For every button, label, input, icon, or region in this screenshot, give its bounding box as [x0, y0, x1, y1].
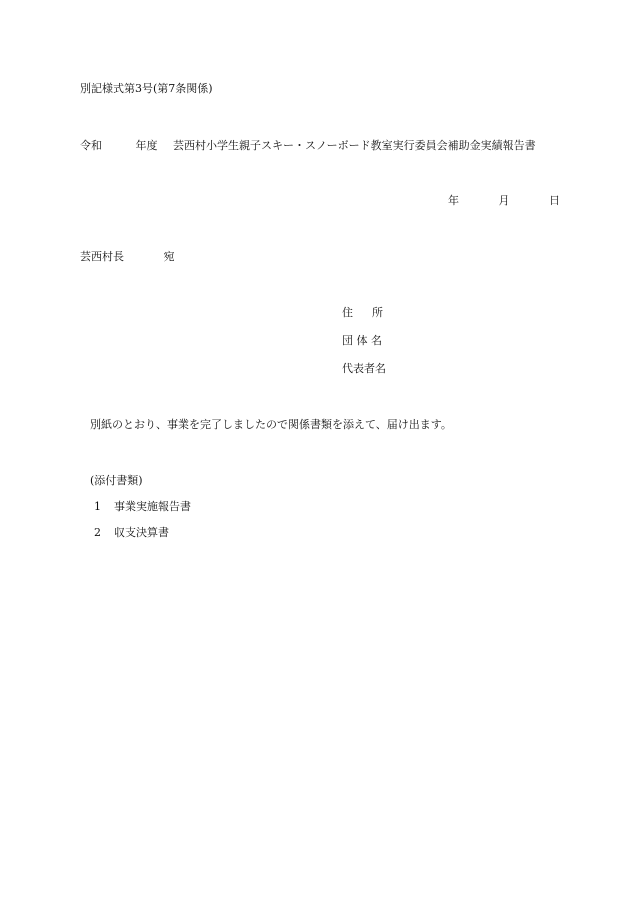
document-title-row [80, 139, 536, 152]
date-month-label: 月 [498, 194, 510, 207]
attachment-number: 2 [94, 526, 101, 539]
applicant-group-label: 団 体 名 [342, 334, 382, 347]
address-label-first: 住 [342, 306, 353, 319]
era-label: 令和 [80, 139, 102, 152]
addressee-honorific: 宛 [163, 250, 175, 263]
attachment-number: 1 [94, 500, 101, 513]
applicant-address-label [342, 306, 383, 319]
document-title: 芸西村小学生親子スキー・スノーボード教室実行委員会補助金実績報告書 [173, 139, 536, 152]
date-year-label: 年 [448, 194, 459, 207]
date-row [448, 194, 560, 207]
date-day-label: 日 [549, 194, 560, 207]
addressee [80, 250, 175, 263]
addressee-name: 芸西村長 [80, 250, 124, 263]
applicant-representative-label: 代表者名 [342, 362, 386, 375]
address-label-second: 所 [372, 306, 383, 319]
body-text: 別紙のとおり、事業を完了しましたので関係書類を添えて、届け出ます。 [90, 418, 452, 431]
attachment-label: 収支決算書 [114, 526, 169, 539]
attachment-item [94, 500, 191, 513]
attachment-label: 事業実施報告書 [114, 500, 191, 513]
attachments-heading: (添付書類) [90, 474, 143, 487]
form-number: 別記様式第3号(第7条関係) [80, 82, 213, 95]
fiscal-year-label: 年度 [135, 139, 158, 152]
attachment-item [94, 526, 169, 539]
